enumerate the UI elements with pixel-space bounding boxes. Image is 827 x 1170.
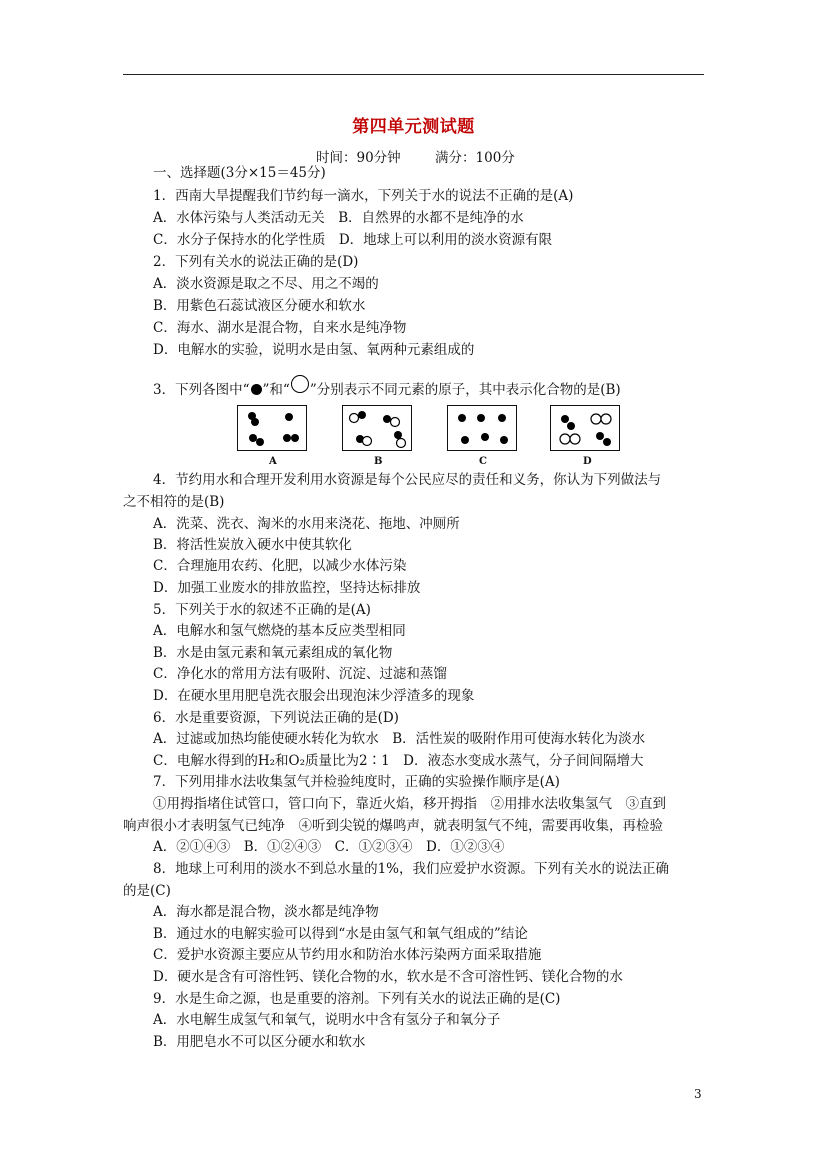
question-line: 7．下列用排水法收集氢气并检验纯度时，正确的实验操作顺序是(A): [153, 774, 560, 790]
option-line: A．过滤或加热均能使硬水转化为软水 B．活性炭的吸附作用可使海水转化为淡水: [153, 731, 646, 747]
option-line: D．在硬水里用肥皂洗衣服会出现泡沫少浮渣多的现象: [153, 688, 475, 704]
option-line: A．水电解生成氢气和氧气，说明水中含有氢分子和氧分子: [153, 1012, 501, 1028]
option-line: C．海水、湖水是混合物，自来水是纯净物: [153, 320, 407, 336]
q3-mid: ”和“: [262, 382, 290, 398]
option-line: A．海水都是混合物，淡水都是纯净物: [153, 904, 379, 920]
question-line: 1．西南大旱提醒我们节约每一滴水，下列关于水的说法不正确的是(A): [153, 188, 574, 204]
question-line: ①用拇指堵住试管口，管口向下，靠近火焰，移开拇指 ②用排水法收集氢气 ③直到: [153, 796, 666, 812]
option-line: A．②①④③ B．①②④③ C．①②③④ D．①②③④: [153, 839, 505, 855]
option-label-d: D: [583, 456, 592, 467]
option-line: D．加强工业废水的排放监控，坚持达标排放: [153, 580, 421, 596]
option-line: C．爱护水资源主要应从节约用水和防治水体污染两方面采取措施: [153, 947, 542, 963]
option-line: C．净化水的常用方法有吸附、沉淀、过滤和蒸馏: [153, 666, 447, 682]
question-line: 2．下列有关水的说法正确的是(D): [153, 254, 359, 270]
score-label: 满分：100分: [435, 150, 515, 166]
option-line: C．电解水得到的H₂和O₂质量比为2∶1 D．液态水变成水蒸气，分子间间隔增大: [153, 753, 644, 769]
option-line: C．水分子保持水的化学性质 D．地球上可以利用的淡水资源有限: [153, 232, 553, 248]
option-line: D．硬水是含有可溶性钙、镁化合物的水，软水是不含可溶性钙、镁化合物的水: [153, 969, 623, 985]
question-line: 响声很小才表明氢气已纯净 ④听到尖锐的爆鸣声，就表明氢气不纯，需要再收集，再检验: [123, 818, 663, 834]
option-line: B．用肥皂水不可以区分硬水和软水: [153, 1034, 366, 1050]
option-line: B．用紫色石蕊试液区分硬水和软水: [153, 298, 366, 314]
molecule-diagram-a: [237, 405, 307, 451]
molecule-diagram-c: [447, 405, 517, 451]
question-line: 4．节约用水和合理开发利用水资源是每个公民应尽的责任和义务，你认为下列做法与: [153, 472, 662, 488]
option-line: B．将活性炭放入硬水中使其软化: [153, 537, 352, 553]
q3-suffix: ”分别表示不同元素的原子，其中表示化合物的是(B): [309, 382, 621, 398]
option-line: C．合理施用农药、化肥，以减少水体污染: [153, 558, 407, 574]
q3-prefix: 3．下列各图中“: [153, 382, 250, 398]
hollow-atom-icon: [291, 375, 309, 393]
option-label-a: A: [269, 456, 277, 467]
section-heading: 一、选择题(3分×15＝45分): [153, 165, 326, 181]
exam-meta: [316, 146, 515, 166]
question-line: 9．水是生命之源，也是重要的溶剂。下列有关水的说法正确的是(C): [153, 991, 561, 1007]
header-rule: [123, 74, 704, 75]
option-line: B．水是由氢元素和氧元素组成的氧化物: [153, 645, 393, 661]
question-line: 之不相符的是(B): [123, 494, 225, 510]
molecule-diagram-d: [550, 405, 620, 451]
question-line: 6．水是重要资源，下列说法正确的是(D): [153, 710, 399, 726]
option-line: A．洗菜、洗衣、淘米的水用来浇花、拖地、冲厕所: [153, 516, 460, 532]
option-line: B．通过水的电解实验可以得到“水是由氢气和氧气组成的”结论: [153, 926, 528, 942]
time-label: 时间：90分钟: [316, 150, 401, 166]
molecule-diagram-b: [342, 405, 412, 451]
option-line: A．淡水资源是取之不尽、用之不竭的: [153, 276, 379, 292]
page-title: 第四单元测试题: [352, 117, 475, 137]
question-line: 8．地球上可利用的淡水不到总水量的1%，我们应爱护水资源。下列有关水的说法正确: [153, 861, 670, 877]
question-line: 的是(C): [123, 883, 171, 899]
option-line: D．电解水的实验，说明水是由氢、氧两种元素组成的: [153, 342, 475, 358]
option-line: A．电解水和氢气燃烧的基本反应类型相同: [153, 623, 406, 639]
option-line: A．水体污染与人类活动无关 B．自然界的水都不是纯净的水: [153, 210, 524, 226]
option-label-b: B: [374, 456, 383, 467]
filled-atom-icon: [251, 384, 262, 395]
page-number: 3: [694, 1087, 702, 1101]
question-line-q3: [153, 375, 621, 399]
option-label-c: C: [479, 456, 487, 467]
question-line: 5．下列关于水的叙述不正确的是(A): [153, 602, 371, 618]
